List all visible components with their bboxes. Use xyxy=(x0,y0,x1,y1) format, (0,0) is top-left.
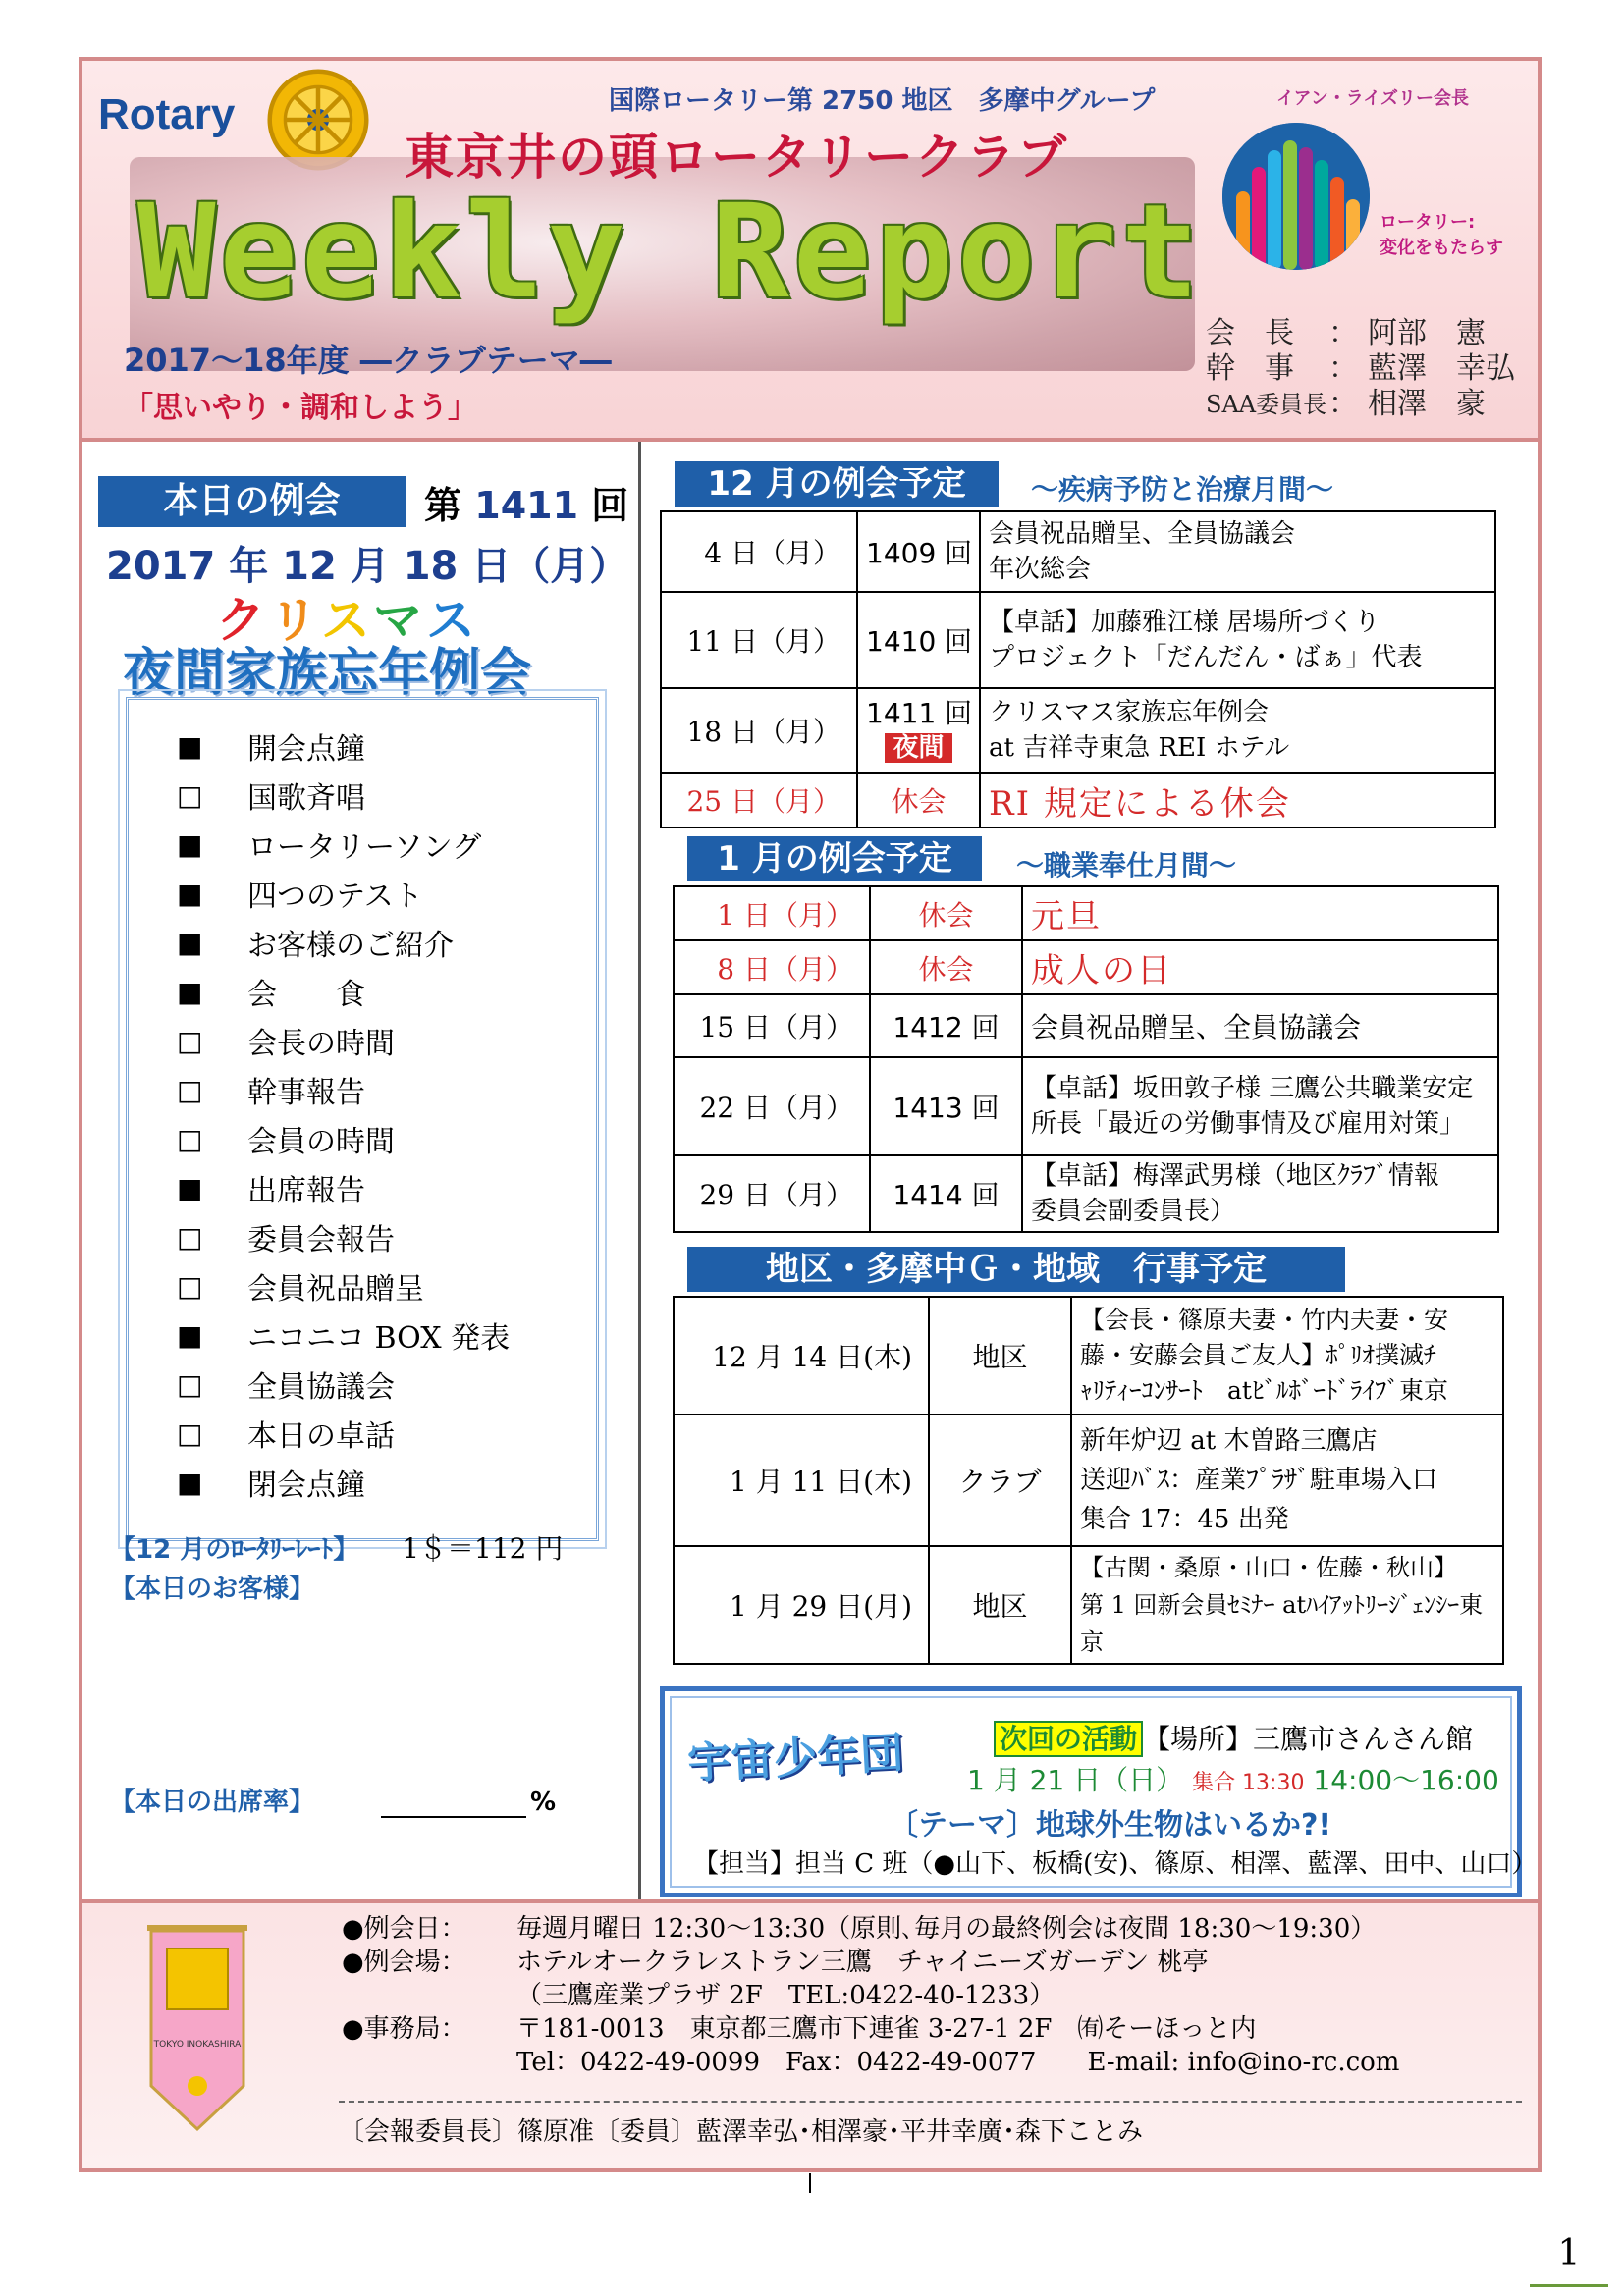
december-schedule-heading: 12 月の例会予定 xyxy=(675,461,999,507)
next-activity: 次回の活動 【場所】三鷹市さんさん館 xyxy=(994,1718,1473,1757)
agenda-item: □ 幹事報告 xyxy=(177,1073,365,1110)
agenda-item: ■ 閉会点鐘 xyxy=(177,1466,365,1503)
footer-row: ●例会日： 毎週月曜日 12:30～13:30（原則､毎月の最終例会は夜間 18:30～19:30） xyxy=(342,1914,1377,1944)
december-schedule-table xyxy=(660,510,1496,828)
today-meeting-label: 本日の例会 xyxy=(98,476,406,527)
footer-divider xyxy=(339,2101,1522,2103)
party-heading: 夜間家族忘年例会 xyxy=(123,644,532,703)
attendance-blank xyxy=(381,1792,526,1818)
theme-emblem-caption: ロータリー: 変化をもたらす xyxy=(1380,212,1503,258)
club-pennant-icon xyxy=(137,1919,257,2135)
ri-president: イアン・ライズリー会長 xyxy=(1276,88,1470,109)
table-row: 12 月 14 日(木) 地区 【会長・篠原夫妻・竹内夫妻・安 藤・安藤会員ご友人】ﾎﾟﾘｵ撲滅ﾁ ｬﾘﾃｨｰｺﾝｻｰﾄ atﾋﾞﾙﾎﾞｰﾄﾞﾗｲﾌﾞ東京 xyxy=(674,1297,1503,1415)
agenda-item: ■ お客様のご紹介 xyxy=(177,926,454,963)
agenda-item: □ 全員協議会 xyxy=(177,1367,395,1405)
table-row: 11 日（月） 1410 回 【卓話】加藤雅江様 居場所づくり プロジェクト「だんだん・ばぁ」代表 xyxy=(661,592,1495,688)
table-row: 1 月 11 日(木) クラブ 新年炉辺 at 木曽路三鷹店 送迎ﾊﾞｽ：産業ﾌﾟﾗｻﾞ駐車場入口 集合 17：45 出発 xyxy=(674,1415,1503,1546)
footer-info xyxy=(342,1912,1399,2079)
rotary-logo-text: Rotary xyxy=(98,90,236,138)
meeting-number: 第 1411 回 xyxy=(424,484,629,527)
agenda-item: □ 会員祝品贈呈 xyxy=(177,1269,424,1307)
club-theme: 「思いやり・調和しよう」 xyxy=(124,391,477,425)
table-row: 22 日（月） 1413 回 【卓話】坂田敦子様 三鷹公共職業安定 所長「最近の労働事情及び雇用対策」 xyxy=(674,1057,1498,1155)
footer-row: （三鷹産業プラザ 2F TEL:0422-40-1233） xyxy=(516,1981,1056,2010)
agenda-item: □ 会長の時間 xyxy=(177,1024,395,1061)
officer-president: 会 長 ： 阿部 憲 xyxy=(1206,316,1486,350)
agenda-item: ■ 四つのテスト xyxy=(177,877,423,914)
weekly-report-title: Weekly Report xyxy=(137,177,1204,328)
officers-list xyxy=(1206,316,1515,422)
next-activity-date: 1 月 21 日（日） 集合 13:30 14:00～16:00 xyxy=(967,1764,1499,1796)
table-row: 1 月 29 日(月) 地区 【古関・桑原・山口・佐藤・秋山】 第 1 回新会員ｾﾐﾅｰ atﾊｲｱｯﾄﾘｰｼﾞｪﾝｼｰ東京 xyxy=(674,1546,1503,1664)
next-activity-tag: 次回の活動 xyxy=(994,1721,1143,1757)
footer-row: Tel：0422-49-0099 Fax：0422-49-0077 E-mail: info@ino-rc.com xyxy=(516,2048,1400,2077)
rotary-rate: 【12 月のﾛｰﾀﾘｰﾚｰﾄ】 1＄＝112 円 xyxy=(110,1532,564,1565)
officer-secretary: 幹 事 ： 藍澤 幸弘 xyxy=(1206,351,1515,386)
table-row: 29 日（月） 1414 回 【卓話】梅澤武男様（地区ｸﾗﾌﾞ情報 委員会副委員長） xyxy=(674,1155,1498,1232)
space-club-title: 宇宙少年団 xyxy=(686,1728,905,1789)
svg-text:TOKYO INOKASHIRA: TOKYO INOKASHIRA xyxy=(153,2040,242,2050)
christmas-heading: クリスマス xyxy=(216,592,479,649)
agenda-item: ■ 出席報告 xyxy=(177,1171,365,1208)
agenda-item: □ 会員の時間 xyxy=(177,1122,395,1159)
agenda-list xyxy=(177,721,510,1507)
table-row: 18 日（月） 1411 回 夜間 クリスマス家族忘年例会 at 吉祥寺東急 REI ホテル xyxy=(661,688,1495,773)
guest-label: 【本日のお客様】 xyxy=(110,1575,315,1604)
agenda-item: □ 国歌斉唱 xyxy=(177,778,365,816)
agenda-item: ■ ニコニコ BOX 発表 xyxy=(177,1318,511,1356)
club-name: 東京井の頭ロータリークラブ xyxy=(405,129,1068,186)
agenda-item: ■ 開会点鐘 xyxy=(177,729,365,767)
january-theme: ～職業奉仕月間～ xyxy=(1016,849,1237,881)
night-badge: 夜間 xyxy=(885,733,951,763)
agenda-item: □ 本日の卓話 xyxy=(177,1416,395,1454)
agenda-item: ■ ロータリーソング xyxy=(177,828,482,865)
page-number: 1 xyxy=(1530,2233,1608,2287)
december-theme: ～疾病予防と治療月間～ xyxy=(1031,473,1334,506)
district-events-heading: 地区・多摩中Ｇ・地域 行事予定 xyxy=(687,1247,1345,1292)
district-events-table xyxy=(673,1296,1504,1665)
officer-saa: SAA委員長 ： 相澤 豪 xyxy=(1206,387,1486,421)
agenda-item: □ 委員会報告 xyxy=(177,1220,395,1257)
space-club-theme: 〔テーマ〕地球外生物はいるか?! xyxy=(889,1808,1332,1842)
footer-row: ●例会場： ホテルオークラレストラン三鷹 チャイニーズガーデン 桃亭 xyxy=(342,1948,1209,1977)
attendance-rate: 【本日の出席率】 % xyxy=(110,1788,557,1817)
district-line: 国際ロータリー第 2750 地区 多摩中グループ xyxy=(609,86,1156,116)
table-row: 1 日（月） 休会 元旦 xyxy=(674,886,1498,940)
editors-line: 〔会報委員長〕篠原准〔委員〕藍澤幸弘･相澤豪･平井幸廣･森下ことみ xyxy=(339,2117,1144,2147)
meeting-date: 2017 年 12 月 18 日（月） xyxy=(106,544,629,589)
january-schedule-table xyxy=(673,885,1499,1233)
table-row: 15 日（月） 1412 回 会員祝品贈呈、全員協議会 xyxy=(674,994,1498,1057)
ri-theme-emblem-icon xyxy=(1222,123,1370,270)
table-row: 25 日（月） 休会 RI 規定による休会 xyxy=(661,773,1495,828)
agenda-item: ■ 会 食 xyxy=(177,975,365,1012)
table-row: 8 日（月） 休会 成人の日 xyxy=(674,940,1498,994)
space-club-staff: 【担当】担当 C 班（●山下、板橋(安)、篠原、相澤、藍澤、田中、山口） xyxy=(693,1849,1538,1879)
footer-row: ●事務局： 〒181-0013 東京都三鷹市下連雀 3-27-1 2F ㈲そーほっと内 xyxy=(342,2014,1257,2044)
january-schedule-heading: 1 月の例会予定 xyxy=(687,836,982,881)
center-tick xyxy=(809,2173,811,2193)
table-row: 4 日（月） 1409 回 会員祝品贈呈、全員協議会 年次総会 xyxy=(661,511,1495,592)
theme-year: 2017～18年度 ―クラブテーマ― xyxy=(124,342,612,379)
column-divider xyxy=(638,442,641,1899)
